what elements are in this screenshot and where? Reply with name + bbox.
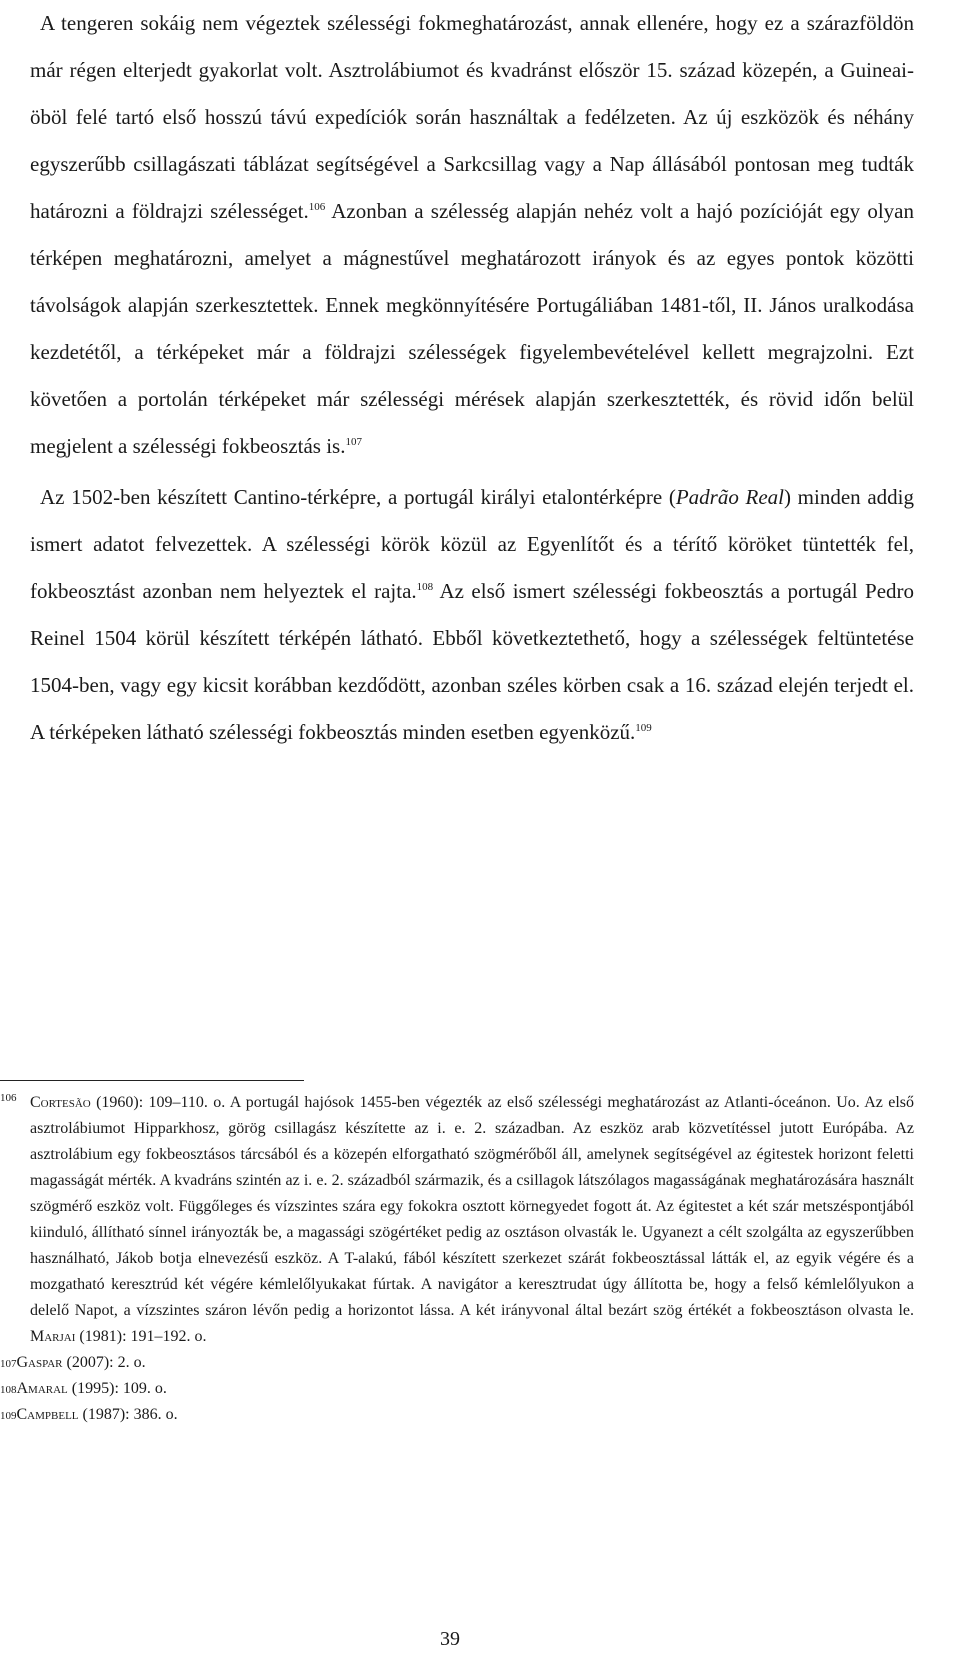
- footnote-author: Amaral: [16, 1380, 68, 1397]
- footnote-author-2: Marjai: [30, 1328, 76, 1345]
- footnotes: [0, 1090, 914, 1428]
- paragraph-2-text-a: Az 1502-ben készített Cantino-térképre, a portugál királyi etalontérképre (: [40, 485, 676, 509]
- body-text: [30, 0, 914, 756]
- footnote-109: [0, 1402, 914, 1428]
- page-number: 39: [440, 1628, 460, 1650]
- paragraph-2-text-b: ) minden addig ismert adatot felvezettek. A szélességi körök közül az Egyenlítőt és a térítő köröket tüntették fel, fokbeosztást azonban nem helyeztek el rajta.: [30, 485, 914, 603]
- footnote-author: Gaspar: [16, 1354, 63, 1371]
- paragraph-1-text-b: Azonban a szélesség alapján nehéz volt a hajó pozícióját egy olyan térképen meghatározni, amelyet a mágnestűvel meghatározott irányok és az egyes pontok közötti távolságok alapján szerkesztettek. Ennek megkönnyítésére Portugáliában 1481-től, II. János uralkodása kezdetétől, a térképeket már a földrajzi szélességek figyelembevételével kellett megrajzolni. Ezt követően a portolán térképeket már szélességi mérések alapján szerkesztették, és rövid időn belül megjelent a szélességi fokbeosztás is.: [30, 199, 914, 458]
- footnote-number: 109: [0, 1410, 17, 1422]
- footnote-106: [0, 1090, 914, 1350]
- footnote-ref-108[interactable]: 108: [416, 581, 434, 593]
- footnote-separator: [0, 1080, 304, 1081]
- footnote-108: [0, 1376, 914, 1402]
- padrao-real-term: Padrão Real: [675, 485, 785, 509]
- paragraph-2: [30, 474, 914, 756]
- footnote-number: 108: [0, 1384, 17, 1396]
- footnote-ref-106[interactable]: 106: [308, 201, 326, 213]
- paragraph-1: [30, 0, 914, 470]
- footnote-ref-109[interactable]: 109: [635, 722, 652, 734]
- footnote-text: (2007): 2. o.: [62, 1354, 146, 1371]
- paragraph-2-text-c: Az első ismert szélességi fokbeosztás a portugál Pedro Reinel 1504 körül készített térképén látható. Ebből következtethető, hogy a szélességek feltüntetése 1504-ben, vagy egy kicsit korábban kezdődött, azonban széles körben csak a 16. század elején terjedt el. A térképeken látható szélességi fokbeosztás minden esetben egyenközű.: [30, 579, 915, 744]
- paragraph-1-text-a: A tengeren sokáig nem végeztek szélességi fokmeghatározást, annak ellenére, hogy ez a szárazföldön már régen elterjedt gyakorlat volt. Asztrolábiumot és kvadránst először 15. század közepén, a Guineai-öböl felé tartó első hosszú távú expedíciók során használtak a fedélzeten. Az új eszközök és néhány egyszerűbb csillagászati táblázat segítségével a Sarkcsillag vagy a Nap állásából pontosan meg tudták határozni a földrajzi szélességet.: [30, 11, 914, 223]
- footnote-author: Campbell: [16, 1406, 79, 1423]
- footnote-107: [0, 1350, 914, 1376]
- footnote-number: 107: [0, 1358, 17, 1370]
- footnote-text-2: (1981): 191–192. o.: [75, 1328, 207, 1345]
- footnote-text: (1995): 109. o.: [67, 1380, 167, 1397]
- footnote-number: 106: [0, 1092, 17, 1104]
- footnote-text: (1987): 386. o.: [78, 1406, 178, 1423]
- footnote-ref-107[interactable]: 107: [345, 436, 362, 448]
- footnote-author: Cortesão: [30, 1094, 91, 1111]
- footnote-text: (1960): 109–110. o. A portugál hajósok 1455-ben végezték az első szélességi meghatározást az Atlanti-óceánon. Uo. Az első asztrolábiumot Hipparkhosz, görög csillagász készítette az i. e. 2. században. Az eszköz arab közvetítéssel jutott Európába. Az asztrolábium egy fokbeosztásos tárcsából és a közepén elforgatható szögmérőből áll, amelynek segítségével az égitestek horizont feletti magasságát mérték. A kvadráns szintén az i. e. 2. századból származik, és a csillagok látszólagos magasságának meghatározására használt szögmérő eszköz volt. Függőleges és vízszintes szára egy fokokra osztott körnegyedet fogott át. Az égitestet a két szár metszéspontjából kiinduló, állítható sínnel irányozták be, a magassági szögértéket pedig az osztáson olvasták le. Ugyanezt a célt szolgálta az egyszerűbben használható, Jákob botja elnevezésű eszköz. A T-alakú, fából készített szerkezet szárát fokbeosztással látták el, az egyik végére és a mozgatható keresztrúd két végére kémlelőlyukakat fúrtak. A navigátor a keresztrudat úgy állította be, hogy a felső kémlelőlyukon a delelő Napot, a vízszintes száron lévőn pedig a horizontot lássa. A két irányvonal által bezárt szög értékét a fokbeosztáson olvasta le.: [30, 1094, 914, 1319]
